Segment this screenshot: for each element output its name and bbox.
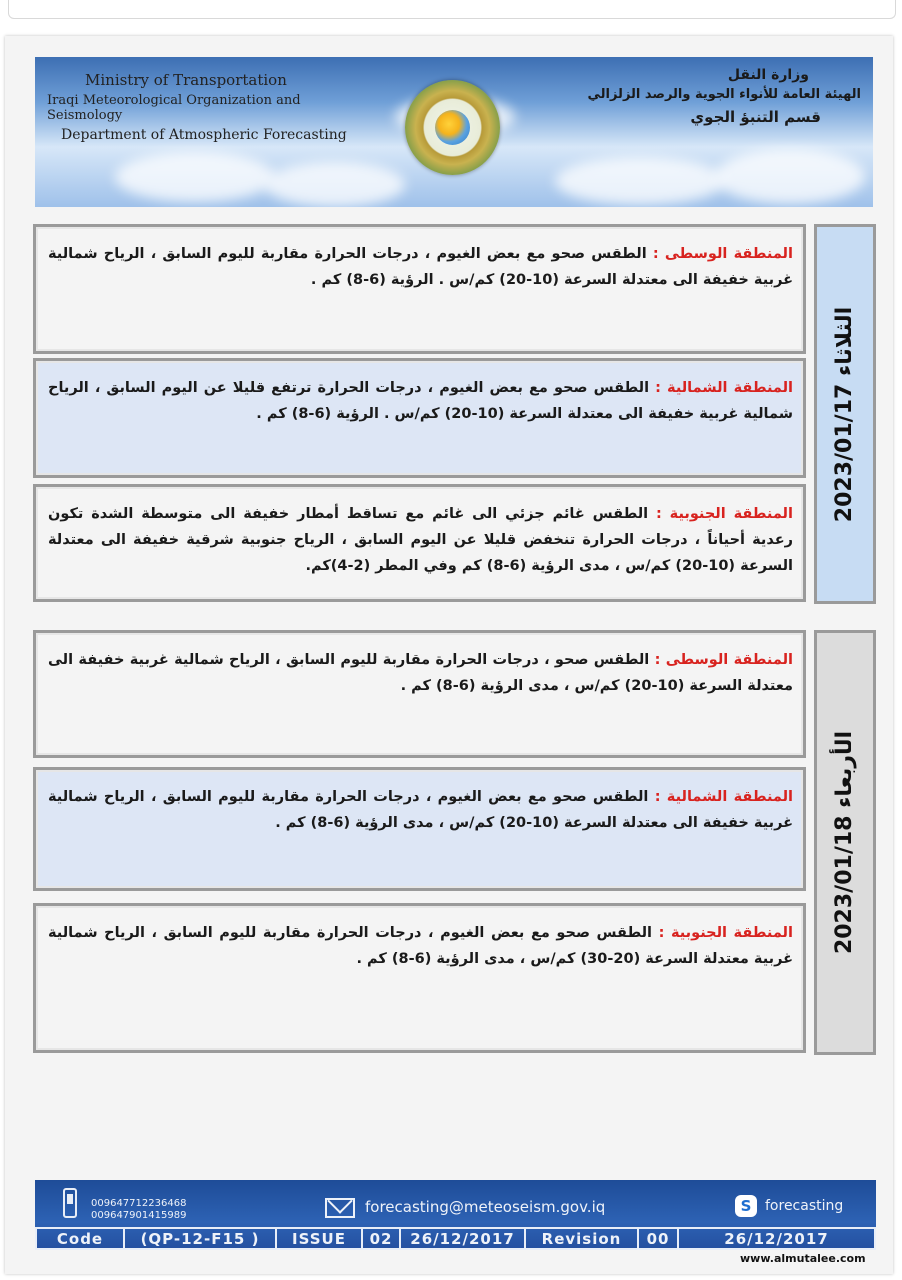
skype-icon: S [735, 1195, 757, 1217]
issue-number: 02 [361, 1227, 399, 1250]
ministry-name-ar: وزارة النقل [727, 67, 809, 83]
day-forecast-1 [33, 224, 876, 604]
issue-date: 26/12/2017 [399, 1227, 524, 1250]
source-watermark: www.almutalee.com [740, 1252, 866, 1265]
mail-icon [325, 1198, 355, 1218]
region-north-day2 [33, 767, 806, 891]
region-forecast-text: الطقس صحو مع بعض الغيوم ، درجات الحرارة مقاربة لليوم السابق ، الرياح شمالية غربية معتدلة السرعة (20-30) كم/س ، مدى الرؤية (6-8) كم . [48, 925, 793, 967]
revision-number: 00 [637, 1227, 677, 1250]
region-forecast-text: الطقس صحو مع بعض الغيوم ، درجات الحرارة مقاربة لليوم السابق ، الرياح شمالية غربية خفيفة الى معتدلة السرعة (10-20) كم/س ، مدى الرؤية (6-8) كم . [48, 789, 793, 831]
organization-name-en: Iraqi Meteorological Organization and Seismology [47, 93, 301, 123]
revision-label: Revision [524, 1227, 637, 1250]
ministry-name-en: Ministry of Transportation [85, 71, 287, 89]
region-label: المنطقة الشمالية : [655, 380, 793, 396]
date-tab-day1 [814, 224, 876, 604]
code-value: (QP-12-F15 ) [123, 1227, 275, 1250]
department-name-en: Department of Atmospheric Forecasting [61, 127, 347, 143]
phone-number-1: 009647712236468 [91, 1198, 187, 1209]
forecast-date: الأربعاء 2023/01/18 [832, 730, 858, 955]
previous-page-edge [8, 0, 896, 19]
day-forecast-2 [33, 630, 876, 1055]
department-name-ar: قسم التنبؤ الجوي [690, 108, 821, 126]
phone-number-2: 009647901415989 [91, 1210, 187, 1221]
region-north-day1 [33, 358, 806, 478]
date-tab-day2 [814, 630, 876, 1055]
region-label: المنطقة الوسطى : [654, 652, 793, 668]
region-label: المنطقة الجنوبية : [655, 506, 793, 522]
region-forecast-text: الطقس صحو ، درجات الحرارة مقاربة لليوم السابق ، الرياح شمالية غربية خفيفة الى معتدلة السرعة (10-20) كم/س ، مدى الرؤية (6-8) كم . [48, 652, 793, 694]
header-arabic-text [561, 67, 861, 126]
organization-logo-icon [405, 80, 500, 175]
region-south-day2 [33, 903, 806, 1053]
region-label: المنطقة الجنوبية : [658, 925, 793, 941]
region-central-day2 [33, 630, 806, 758]
region-forecast-text: الطقس غائم جزئي الى غائم مع تساقط أمطار خفيفة الى متوسطة الشدة تكون رعدية أحياناً ، درجات الحرارة تنخفض قليلا عن اليوم السابق ، الرياح جنوبية شرقية خفيفة الى معتدلة السرعة (10-20) كم/س ، مدى الرؤية (6-8) كم وفي المطر (2-4)كم. [48, 506, 793, 574]
region-south-day1 [33, 484, 806, 602]
contact-email[interactable]: forecasting@meteoseism.gov.iq [365, 1198, 606, 1216]
issue-label: ISSUE [275, 1227, 361, 1250]
footer-contact-bar [35, 1180, 876, 1250]
forecast-date: الثلاثاء 2023/01/17 [832, 306, 858, 522]
header-english-text [47, 71, 347, 143]
phone-numbers [91, 1198, 186, 1222]
region-central-day1 [33, 224, 806, 354]
region-forecast-text: الطقس صحو مع بعض الغيوم ، درجات الحرارة ترتفع قليلا عن اليوم السابق ، الرياح شمالية غربية خفيفة الى معتدلة السرعة (10-20) كم/س . الرؤية (6-8) كم . [48, 380, 793, 422]
document-code-strip [35, 1227, 876, 1250]
code-label: Code [35, 1227, 123, 1250]
region-forecast-text: الطقس صحو مع بعض الغيوم ، درجات الحرارة مقاربة لليوم السابق ، الرياح شمالية غربية خفيفة الى معتدلة السرعة (10-20) كم/س . الرؤية (6-8) كم . [48, 246, 793, 288]
region-label: المنطقة الشمالية : [654, 789, 793, 805]
region-label: المنطقة الوسطى : [652, 246, 793, 262]
skype-handle: forecasting [765, 1198, 844, 1214]
organization-name-ar: الهيئة العامة للأنواء الجوية والرصد الزلزالي [587, 87, 861, 102]
phone-icon [63, 1188, 77, 1218]
revision-date: 26/12/2017 [677, 1227, 876, 1250]
